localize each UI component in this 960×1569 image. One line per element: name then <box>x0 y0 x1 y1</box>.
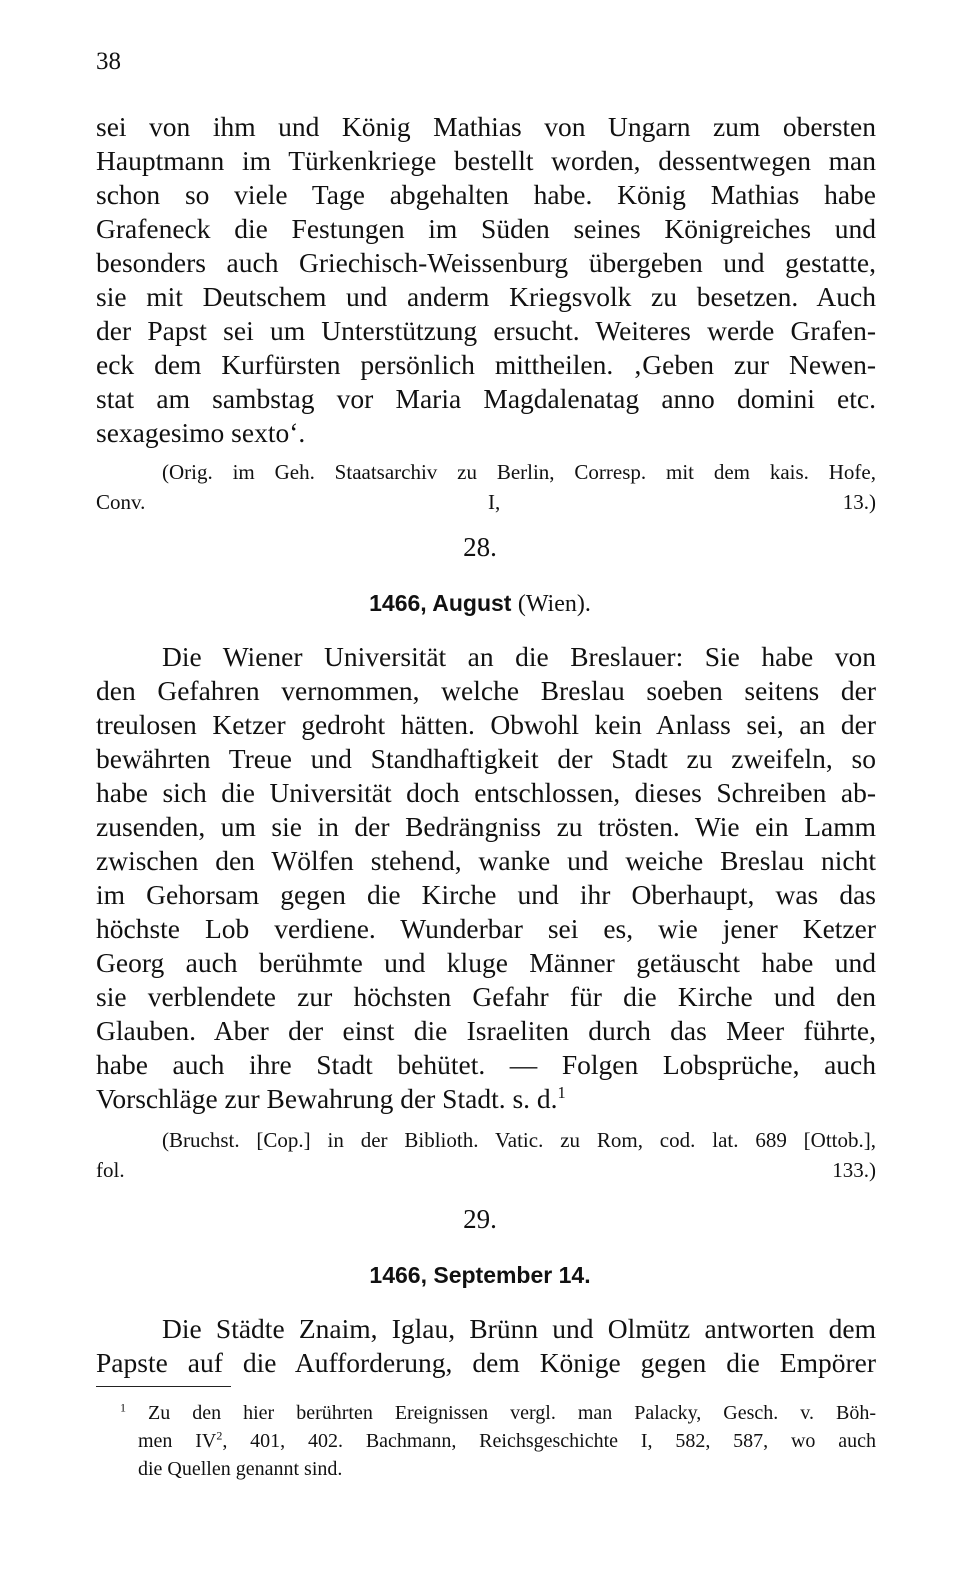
text-line: der Papst sei um Unterstützung ersucht. Weiteres werde Grafen- <box>96 315 876 346</box>
text-line: sei von ihm und König Mathias von Ungarn zum obersten <box>96 111 876 142</box>
document-number: 29. <box>463 1204 497 1234</box>
footnote-line <box>120 1399 876 1427</box>
text-line: sexagesimo sexto‘. <box>96 417 306 448</box>
page-number: 38 <box>96 48 121 75</box>
footnote-line: die Quellen genannt sind. <box>138 1458 343 1480</box>
text-line: habe sich die Universität doch entschlossen, dieses Schreiben ab- <box>96 777 876 808</box>
date-text: 1466, August <box>369 590 512 616</box>
footnote-text: , 401, 402. Bachmann, Reichsgeschichte I, 582, 587, wo auch <box>222 1430 876 1452</box>
text-line: Die Städte Znaim, Iglau, Brünn und Olmütz antworten dem <box>162 1313 876 1344</box>
text-line: den Gefahren vernommen, welche Breslau soeben seitens der <box>96 675 876 706</box>
footnote-reference: 1 <box>557 1082 566 1102</box>
text-line: sie mit Deutschem und anderm Kriegsvolk zu besetzen. Auch <box>96 281 876 312</box>
source-line: Conv. I, 13.) <box>96 490 876 514</box>
text-line-content: Vorschläge zur Bewahrung der Stadt. s. d. <box>96 1083 558 1114</box>
footnote-text: men IV <box>138 1430 217 1452</box>
document-date: 1466, September 14. <box>369 1262 591 1288</box>
text-line: habe auch ihre Stadt behütet. — Folgen Lobsprüche, auch <box>96 1049 876 1080</box>
footnote-text: Zu den hier berührten Ereignissen vergl. man Palacky, Gesch. v. Böh- <box>148 1402 876 1424</box>
document-number: 28. <box>463 532 497 562</box>
source-line: fol. 133.) <box>96 1158 876 1182</box>
source-line: (Orig. im Geh. Staatsarchiv zu Berlin, Corresp. mit dem kais. Hofe, <box>162 460 876 484</box>
footnote-line <box>138 1427 876 1455</box>
text-line: Hauptmann im Türkenkriege bestellt worden, dessentwegen man <box>96 145 876 176</box>
text-line: Papste auf die Aufforderung, dem Könige gegen die Empörer <box>96 1347 876 1378</box>
text-line: besonders auch Griechisch-Weissenburg übergeben und gestatte, <box>96 247 876 278</box>
source-line: (Bruchst. [Cop.] in der Biblioth. Vatic. zu Rom, cod. lat. 689 [Ottob.], <box>162 1128 876 1152</box>
document-date <box>0 590 960 618</box>
text-line: Glauben. Aber der einst die Israeliten durch das Meer führte, <box>96 1015 876 1046</box>
text-line: sie verblendete zur höchsten Gefahr für die Kirche und den <box>96 981 876 1012</box>
text-line: im Gehorsam gegen die Kirche und ihr Oberhaupt, was das <box>96 879 876 910</box>
text-line: zusenden, um sie in der Bedrängniss zu trösten. Wie ein Lamm <box>96 811 876 842</box>
text-line: Die Wiener Universität an die Breslauer: Sie habe von <box>162 641 876 672</box>
text-line: schon so viele Tage abgehalten habe. König Mathias habe <box>96 179 876 210</box>
text-line: Georg auch berühmte und kluge Männer getäuscht habe und <box>96 947 876 978</box>
text-line: eck dem Kurfürsten persönlich mittheilen. ‚Geben zur Newen- <box>96 349 876 380</box>
text-line: treulosen Ketzer gedroht hätten. Obwohl kein Anlass sei, an der <box>96 709 876 740</box>
text-line: bewährten Treue und Standhaftigkeit der Stadt zu zweifeln, so <box>96 743 876 774</box>
text-line: stat am sambstag vor Maria Magdalenatag anno domini etc. <box>96 383 876 414</box>
text-line: zwischen den Wölfen stehend, wanke und weiche Breslau nicht <box>96 845 876 876</box>
text-line: höchste Lob verdiene. Wunderbar sei es, wie jener Ketzer <box>96 913 876 944</box>
text-line <box>96 1082 566 1116</box>
footnote-marker: 1 <box>120 1400 126 1415</box>
superscript: 2 <box>216 1428 223 1443</box>
date-place: (Wien). <box>517 591 591 617</box>
footnote-rule <box>96 1386 231 1387</box>
text-line: Grafeneck die Festungen im Süden seines Königreiches und <box>96 213 876 244</box>
